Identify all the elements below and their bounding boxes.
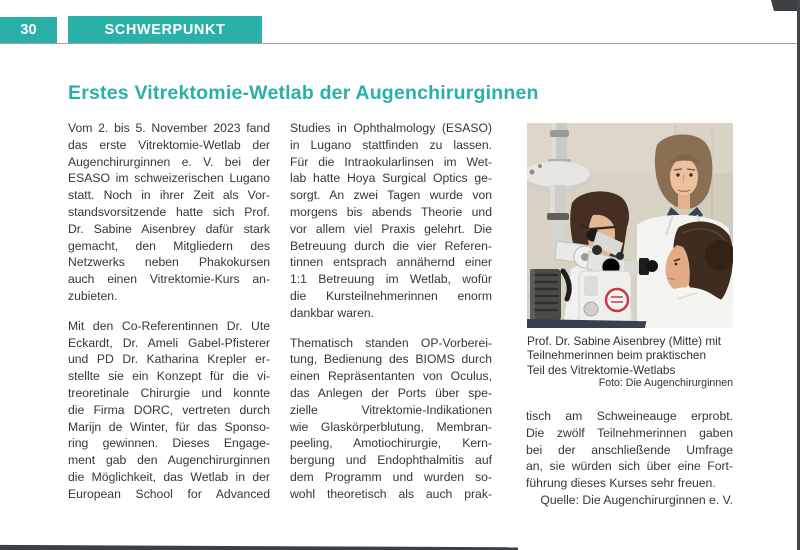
text-line: sorgt. An zwei Tagen wurde von xyxy=(290,188,492,203)
text-line: Mit den Co-Referentinnen Dr. Ute xyxy=(68,318,270,333)
text-line: führung dieses Kurses sehr freuen. xyxy=(526,476,716,491)
text-line: peeling, Amotiochirurgie, Kern- xyxy=(290,436,492,451)
text-line: stellte sie ein Konzept für die vi- xyxy=(68,369,270,384)
caption-line: Prof. Dr. Sabine Aisenbrey (Mitte) mit xyxy=(527,334,722,348)
red-logo-sticker xyxy=(606,289,628,311)
text-line: in Lugano stattfinden zu lassen. xyxy=(290,137,492,152)
text-line: Thematisch standen OP-Vorberei- xyxy=(290,335,492,350)
text-line: Vom 2. bis 5. November 2023 fand xyxy=(68,121,270,135)
text-line: lab hatte Hoya Surgical Optics ge- xyxy=(290,171,492,186)
caption-line: Teilnehmerinnen beim praktischen xyxy=(527,348,707,363)
page-number-badge xyxy=(0,17,57,43)
header-rule xyxy=(0,43,797,45)
text-line: tung, Bedienung des BIOMS durch xyxy=(290,352,492,367)
text-line: Dr. Sabine Aisenbrey dafür stark xyxy=(68,221,270,236)
paragraph xyxy=(526,408,733,492)
section-label xyxy=(68,16,262,43)
wetlab-photo-illustration xyxy=(527,123,733,328)
text-line: die Kursteilnehmerinnen enorm xyxy=(290,288,492,303)
text-line: statt. Noch in ihrer Zeit als Vor- xyxy=(68,188,270,203)
text-line: die Möglichkeit, das Wetlab in der xyxy=(68,469,270,484)
section-label-text: SCHWERPUNKT xyxy=(104,21,226,38)
text-line: das Anlegen der Ports über spe- xyxy=(290,385,492,400)
source-line: Quelle: Die Augenchirurginnen e. V. xyxy=(540,493,733,507)
text-line: Betreuung durch die vier Referen- xyxy=(290,238,492,253)
paragraph xyxy=(68,318,270,503)
text-line: ESASO im schweizerischen Lugano xyxy=(68,171,270,186)
paragraph xyxy=(290,335,492,503)
text-line: an, sie würden sich über eine Fort- xyxy=(526,459,733,474)
text-line: zubieten. xyxy=(68,288,118,303)
scan-edge-corner xyxy=(771,0,800,11)
photo-credit: Foto: Die Augenchirurginnen xyxy=(598,377,733,389)
text-column-2 xyxy=(290,120,492,516)
caption-line: Teil des Vitrektomie-Wetlabs xyxy=(527,362,676,377)
text-line: European School for Advanced xyxy=(68,486,270,501)
text-line: dem Programm und wurden so- xyxy=(290,469,492,484)
text-line: ment gab den Augenchirurginnen xyxy=(68,453,270,468)
text-line: standsvorsitzende hatte sich Prof. xyxy=(68,204,270,219)
text-line: treoretinale Chirurgie und konnte xyxy=(68,385,270,400)
text-line: tinnen entsprach annähernd einer xyxy=(290,255,492,270)
text-line: auch einen Vitrektomie-Kurs an- xyxy=(68,272,270,287)
text-line: einen Repräsentanten von Oculus, xyxy=(290,369,492,384)
text-line: wohl theoretisch als auch prak- xyxy=(290,486,492,501)
text-line: ring gewinnen. Dieses Engage- xyxy=(68,436,270,451)
text-line: die Firma DORC, vertreten durch xyxy=(68,402,270,417)
text-line: zielle Vitrektomie-Indikationen xyxy=(290,402,492,417)
text-line: dankbar waren. xyxy=(290,305,375,320)
text-line: Die zwölf Teilnehmerinnen gaben xyxy=(526,425,733,440)
text-line: gemacht, den Mitgliedern des xyxy=(68,238,270,253)
text-line: das erste Vitrektomie-Wetlab der xyxy=(68,137,270,152)
text-column-3 xyxy=(526,408,733,505)
page-number: 30 xyxy=(20,22,37,38)
paragraph xyxy=(68,120,270,305)
scan-edge-bottom xyxy=(0,544,518,550)
text-column-1 xyxy=(68,120,270,516)
text-line: bergung und Endophthalmitis auf xyxy=(290,453,492,468)
wetlab-photo xyxy=(527,123,733,328)
photo-caption xyxy=(527,334,733,377)
text-line: bei der anschließende Umfrage xyxy=(526,442,733,457)
paragraph xyxy=(290,120,492,322)
text-line: vor allem viel Praxis gelehrt. Die xyxy=(290,221,492,236)
text-line: wie Glaskörperblutung, Membran- xyxy=(290,419,492,434)
text-line: tisch am Schweineauge erprobt. xyxy=(526,409,733,423)
text-line: Für die Intraokularlinsen im Wet- xyxy=(290,154,492,169)
text-line: Netzwerks neben Phakokursen xyxy=(68,255,270,270)
text-line: Eckardt, Dr. Ameli Gabel-Pfisterer xyxy=(68,335,270,350)
text-line: 1:1 Betreuung im Wetlab, wofür xyxy=(290,272,492,287)
text-line: morgens bis abends Theorie und xyxy=(290,204,492,219)
text-line: Marijn de Winter, für das Sponso- xyxy=(68,419,270,434)
text-line: Augenchirurginnen e. V. bei der xyxy=(68,154,270,169)
text-line: und PD Dr. Katharina Krepler er- xyxy=(68,352,270,367)
article-title: Erstes Vitrektomie-Wetlab der Augenchirurginnen xyxy=(68,82,539,104)
text-line: Studies in Ophthalmology (ESASO) xyxy=(290,121,492,135)
